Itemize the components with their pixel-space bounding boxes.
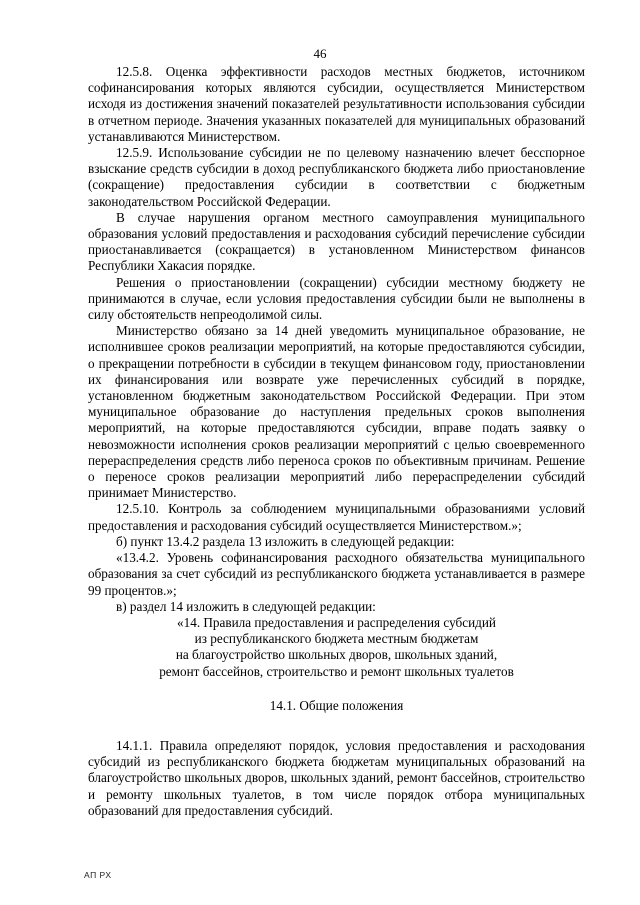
section-title-line: ремонт бассейнов, строительство и ремонт школьных туалетов (159, 663, 514, 679)
paragraph-12-5-10: 12.5.10. Контроль за соблюдением муниципальными образованиями условий предоставления и расходования субсидий осуществляется Министерством.»; (88, 501, 585, 533)
paragraph-13-4-2: «13.4.2. Уровень софинансирования расходного обязательства муниципального образования за счет субсидий из республиканского бюджета устанавливается в размере 99 процентов.»; (88, 550, 585, 598)
paragraph-ministry-obligation: Министерство обязано за 14 дней уведомить муниципальное образование, не исполнившее сроков реализации мероприятий, на которые предоставляются субсидии, о прекращении потребности в субсидии в текущем финансовом году, приостановлении их финансирования или возврате уже перечисленных субсидий в порядке, установленном бюджетным законодательством Российской Федерации. При этом муниципальное образование до наступления предельных сроков выполнения мероприятий, на которые предоставляются субсидии, вправе подать заявку о невозможности исполнения сроков реализации мероприятий с целью своевременного перераспределения средств либо переноса сроков по объективным причинам. Решение о переносе сроков реализации мероприятий либо перераспределении субсидий принимает Министерство. (88, 323, 585, 501)
paragraph-violation: В случае нарушения органом местного самоуправления муниципального образования условий предоставления и расходования субсидий перечисление субсидии приостанавливается (сокращается) в установленном Министерством финансов Республики Хакасия порядке. (88, 209, 585, 274)
paragraph-decisions: Решения о приостановлении (сокращении) субсидии местному бюджету не принимаются в случае, если условия предоставления субсидии были не выполнены в силу обстоятельств непреодолимой силы. (88, 274, 585, 323)
paragraph-item-v: в) раздел 14 изложить в следующей редакции: (116, 598, 376, 614)
footer-mark: АП РХ (84, 870, 112, 880)
paragraph-14-1-1: 14.1.1. Правила определяют порядок, условия предоставления и расходования субсидий из республиканского бюджета бюджетам муниципальных образований на благоустройство школьных дворов, школьных зданий, ремонт бассейнов, строительство и ремонту школьных туалетов, в том числе порядок отбора муниципальных образований для предоставления субсидий. (88, 737, 585, 818)
paragraph-12-5-8: 12.5.8. Оценка эффективности расходов местных бюджетов, источником софинансирования которых являются субсидии, осуществляется Министерством исходя из достижения значений показателей результативности использования субсидии в отчетном периоде. Значения указанных показателей для муниципальных образований устанавливаются Министерством. (88, 64, 585, 144)
document-body (88, 64, 585, 819)
paragraph-12-5-9: 12.5.9. Использование субсидии не по целевому назначению влечет бесспорное взыскание средств субсидии в доход республиканского бюджета либо приостановление (сокращение) предоставления субсидии в соответствии с бюджетным законодательством Российской Федерации. (88, 145, 585, 209)
page-number: 46 (313, 46, 327, 61)
section-title-line: на благоустройство школьных дворов, школьных зданий, (175, 647, 498, 663)
section-heading: 14.1. Общие положения (269, 697, 404, 713)
section-title-line: «14. Правила предоставления и распределения субсидий (177, 614, 496, 630)
section-title-line: из республиканского бюджета местным бюджетам (194, 631, 479, 647)
section-title-block (88, 615, 585, 680)
paragraph-item-b: б) пункт 13.4.2 раздела 13 изложить в следующей редакции: (116, 533, 455, 549)
